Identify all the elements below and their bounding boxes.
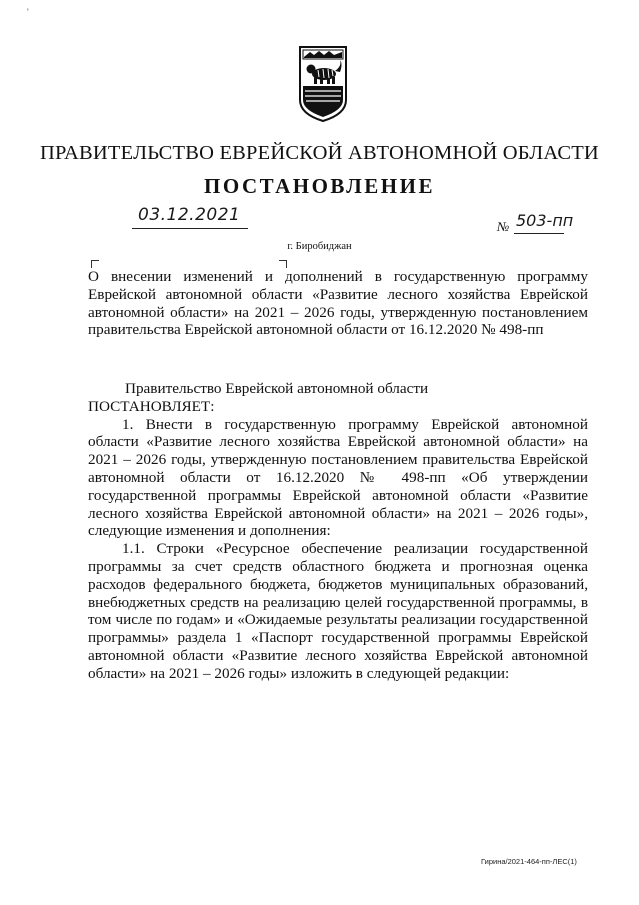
body-item-1-1: 1.1. Строки «Ресурсное обеспечение реализации государственной программы за счет средств областного бюджета и прогнозная оценка расходов федерального бюджета, бюджетов муниципальных образований, внебюджетных средств на реализацию целей государственной программы, в том числе по годам» и «Ожидаемые результаты реализации государственной программы» раздела 1 «Паспорт государственной программы Еврейской автономной области «Развитие лесного хозяйства Еврейской автономной области» на 2021 – 2026 годы» изложить в следующей редакции:: [88, 540, 588, 682]
number-sign: №: [497, 219, 510, 234]
city: г. Биробиджан: [287, 241, 352, 252]
document-number: 503-пп: [516, 211, 574, 230]
document-date: 03.12.2021: [138, 205, 241, 225]
subject-text: О внесении изменений и дополнений в государственную программу Еврейской автономной области «Развитие лесного хозяйства Еврейской автономной области» на 2021 – 2026 годы, утвержденную постановлением правительства Еврейской автономной области от 16.12.2020 № 498-пп: [88, 268, 588, 339]
document-type: ПОСТАНОВЛЕНИЕ: [204, 174, 435, 198]
document-subject: [88, 268, 588, 339]
coat-of-arms-icon: [296, 44, 350, 124]
footer-code: Гирина/2021-464-пп-ЛЕС(1): [481, 857, 577, 866]
body-intro: Правительство Еврейской автономной области: [125, 380, 429, 397]
date-underline: [132, 228, 248, 229]
corner-mark-right: [279, 260, 287, 268]
scan-mark: ': [27, 7, 29, 17]
document-body: [88, 380, 588, 683]
body-item-1: 1. Внести в государственную программу Еврейской автономной области «Развитие лесного хозяйства Еврейской автономной области» на 2021 – 2026 годы, утвержденную постановлением правительства Еврейской автономной области от 16.12.2020 № 498-пп «Об утверждении государственной программы Еврейской автономной области «Развитие лесного хозяйства Еврейской автономной области» на 2021 – 2026 годы», следующие изменения и дополнения:: [88, 415, 588, 540]
government-title: ПРАВИТЕЛЬСТВО ЕВРЕЙСКОЙ АВТОНОМНОЙ ОБЛАСТИ: [40, 142, 599, 164]
number-underline: [514, 233, 564, 234]
body-resolves: ПОСТАНОВЛЯЕТ:: [88, 397, 215, 415]
corner-mark-left: [91, 260, 99, 268]
